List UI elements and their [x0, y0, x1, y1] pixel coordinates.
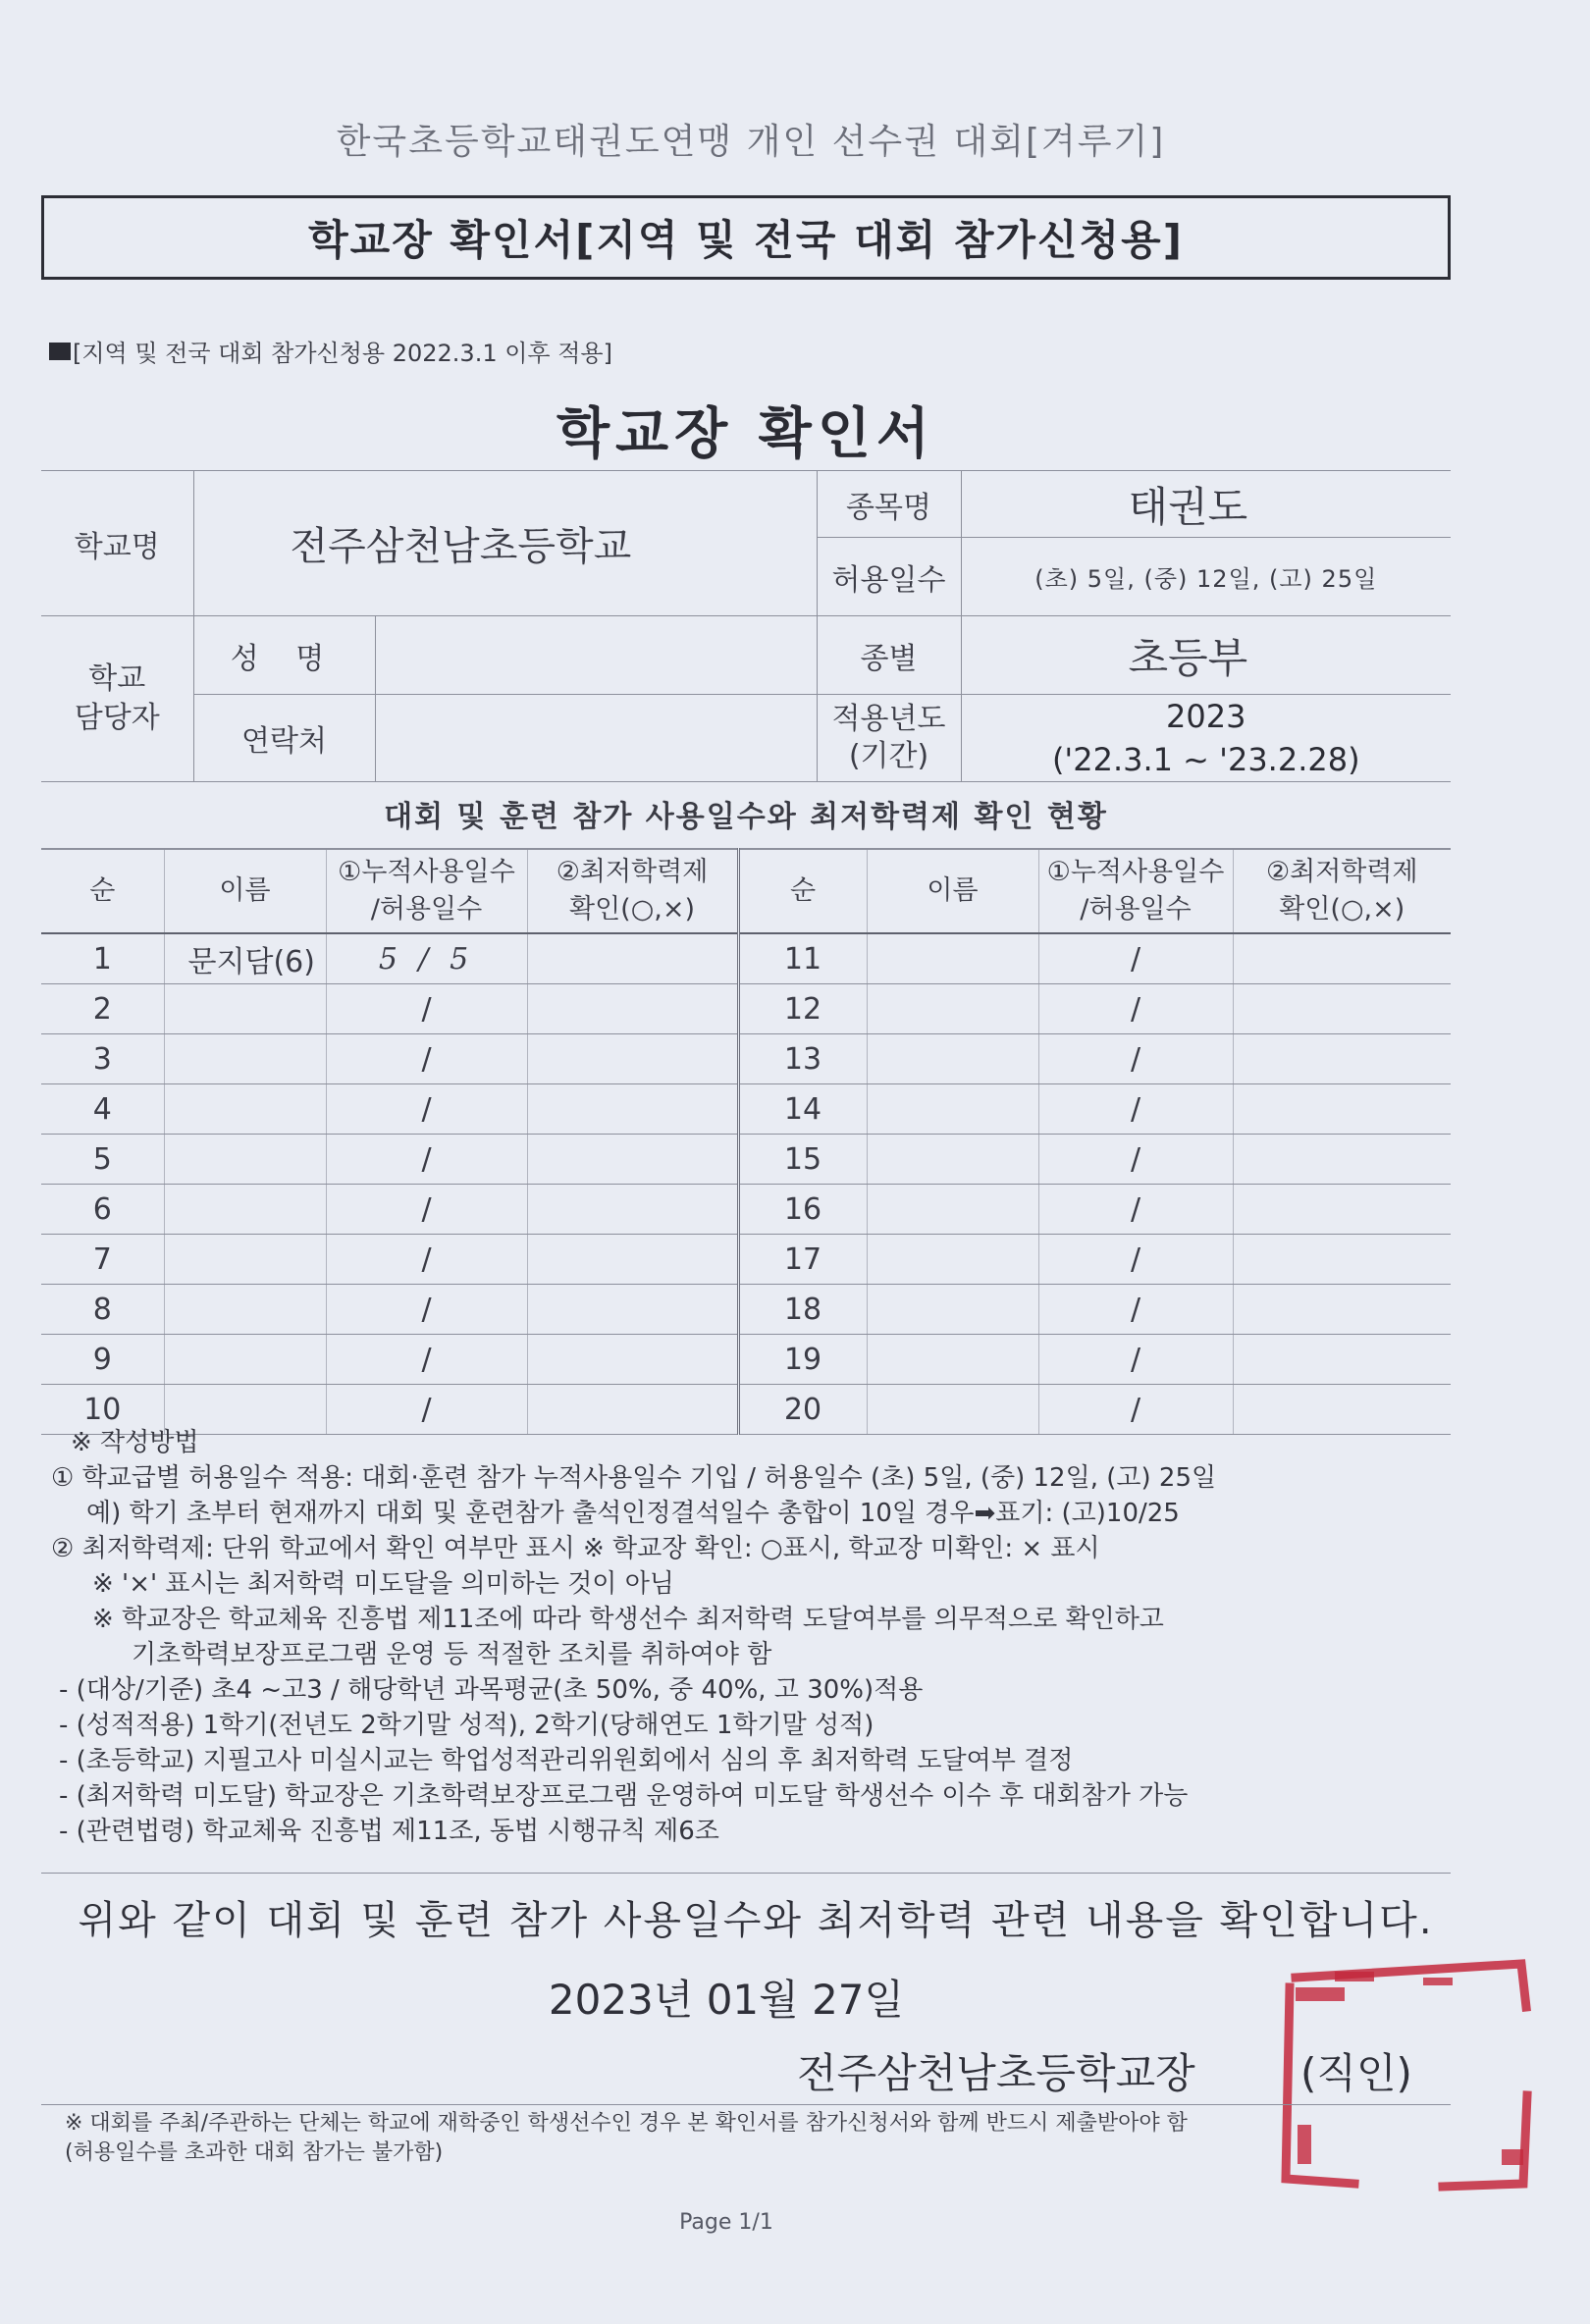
row-no: 10: [41, 1385, 164, 1435]
row-name[interactable]: [164, 1084, 326, 1135]
row-check[interactable]: [1233, 1034, 1451, 1084]
row-name[interactable]: [867, 1034, 1038, 1084]
seal-label: (직인): [1300, 2049, 1412, 2097]
allowed-days-value: (초) 5일, (중) 12일, (고) 25일: [961, 538, 1451, 616]
box-title: 학교장 확인서[지역 및 전국 대회 참가신청용]: [41, 195, 1451, 280]
col-name-header: 이름: [867, 849, 1038, 933]
row-name[interactable]: [164, 1285, 326, 1335]
staff-label: 학교 담당자: [41, 616, 193, 782]
school-name-field: 전주삼천남초등학교: [193, 471, 817, 616]
row-check[interactable]: [1233, 1335, 1451, 1385]
row-days: /: [1038, 1335, 1233, 1385]
row-days: /: [326, 1285, 527, 1335]
row-days: /: [1038, 1235, 1233, 1285]
row-no: 17: [738, 1235, 867, 1285]
row-name[interactable]: [867, 1135, 1038, 1185]
method-line: ① 학교급별 허용일수 적용: 대회·훈련 참가 누적사용일수 기입 / 허용일수 (초) 5일, (중) 12일, (고) 25일: [51, 1463, 1217, 1493]
row-check[interactable]: [527, 1084, 738, 1135]
row-check[interactable]: [1233, 1135, 1451, 1185]
col-no-header: 순: [41, 849, 164, 933]
row-check[interactable]: [1233, 1084, 1451, 1135]
row-days: /: [326, 1335, 527, 1385]
col-name-header: 이름: [164, 849, 326, 933]
period-value: ('22.3.1 ~ '23.2.28): [1051, 741, 1360, 778]
division-value: 초등부: [961, 616, 1451, 695]
row-days: /: [326, 1235, 527, 1285]
row-no: 8: [41, 1285, 164, 1335]
row-check[interactable]: [1233, 1185, 1451, 1235]
row-name[interactable]: [164, 1335, 326, 1385]
issue-date: 2023년 01월 27일: [548, 1976, 905, 2024]
row-no: 5: [41, 1135, 164, 1185]
row-name[interactable]: [867, 1235, 1038, 1285]
footnote: ※ 대회를 주최/주관하는 단체는 학교에 재학중인 학생선수인 경우 본 확인서를 참가신청서와 함께 반드시 제출받아야 함 (허용일수를 초과한 대회 참가는 불가함): [65, 2111, 1188, 2165]
application-notice: [49, 334, 612, 368]
row-no: 12: [738, 984, 867, 1034]
method-line: - (관련법령) 학교체육 진흥법 제11조, 동법 시행규칙 제6조: [59, 1817, 719, 1846]
col-days-header: ①누적사용일수 /허용일수: [326, 849, 527, 933]
row-days: /: [1038, 1034, 1233, 1084]
staff-name-label: 성 명: [193, 616, 375, 695]
row-check[interactable]: [527, 1285, 738, 1335]
row-days: /: [326, 1084, 527, 1135]
row-check[interactable]: [527, 1135, 738, 1185]
method-line: - (최저학력 미도달) 학교장은 기초학력보장프로그램 운영하여 미도달 학생선수 이수 후 대회참가 가능: [59, 1781, 1189, 1811]
row-check[interactable]: [527, 984, 738, 1034]
row-days: /: [1038, 933, 1233, 984]
table-row: [41, 1185, 1451, 1235]
method-line: 기초학력보장프로그램 운영 등 적절한 조치를 취하여야 함: [132, 1640, 772, 1669]
row-days: /: [326, 1135, 527, 1185]
row-no: 4: [41, 1084, 164, 1135]
year-label: 적용년도 (기간): [817, 695, 961, 782]
square-bullet-icon: [49, 343, 71, 360]
row-check[interactable]: [1233, 984, 1451, 1034]
stamp-mark: [1296, 1987, 1345, 2001]
row-name[interactable]: [867, 1285, 1038, 1335]
row-days: /: [326, 984, 527, 1034]
method-line: ② 최저학력제: 단위 학교에서 확인 여부만 표시 ※ 학교장 확인: ○표시, 학교장 미확인: × 표시: [51, 1534, 1100, 1563]
stamp-mark: [1335, 1972, 1374, 1981]
stamp-mark: [1423, 1978, 1453, 1985]
row-days: /: [326, 1185, 527, 1235]
staff-contact-label: 연락처: [193, 695, 375, 782]
method-line: ※ 학교장은 학교체육 진흥법 제11조에 따라 학생선수 최저학력 도달여부를 의무적으로 확인하고: [92, 1605, 1164, 1634]
row-check[interactable]: [527, 1034, 738, 1084]
year-cell: [961, 695, 1451, 782]
table-row: [41, 1034, 1451, 1084]
table-row: [41, 1135, 1451, 1185]
division-label: 종별: [817, 616, 961, 695]
divider: [41, 1873, 1451, 1874]
row-days: /: [1038, 984, 1233, 1034]
row-check[interactable]: [1233, 933, 1451, 984]
row-no: 14: [738, 1084, 867, 1135]
row-days: /: [1038, 1084, 1233, 1135]
row-check[interactable]: [527, 1335, 738, 1385]
row-no: 7: [41, 1235, 164, 1285]
col-check-header: ②최저학력제 확인(○,×): [527, 849, 738, 933]
staff-contact-field[interactable]: [375, 695, 817, 782]
staff-name-field[interactable]: [375, 616, 817, 695]
row-name[interactable]: [867, 933, 1038, 984]
table-header-row: [41, 849, 1451, 933]
divider: [41, 2104, 1451, 2105]
info-table: [41, 470, 1451, 782]
event-value: 태권도: [961, 471, 1451, 538]
row-name[interactable]: [867, 1084, 1038, 1135]
table-row: [41, 1285, 1451, 1335]
league-title: 한국초등학교태권도연맹 개인 선수권 대회[겨루기]: [336, 122, 1166, 162]
table-row: [41, 1235, 1451, 1285]
row-days: /: [1038, 1135, 1233, 1185]
row-no: 11: [738, 933, 867, 984]
row-name[interactable]: [867, 1185, 1038, 1235]
row-check[interactable]: [527, 1235, 738, 1285]
row-no: 9: [41, 1335, 164, 1385]
row-check[interactable]: [1233, 1285, 1451, 1335]
page-number: Page 1/1: [679, 2210, 773, 2235]
row-no: 1: [41, 933, 164, 984]
table-row: [41, 1084, 1451, 1135]
row-no: 3: [41, 1034, 164, 1084]
row-no: 19: [738, 1335, 867, 1385]
row-check[interactable]: [527, 933, 738, 984]
row-name[interactable]: [164, 1185, 326, 1235]
row-no: 15: [738, 1135, 867, 1185]
row-no: 6: [41, 1185, 164, 1235]
method-heading: ※ 작성방법: [71, 1428, 199, 1457]
stamp-mark: [1502, 2149, 1523, 2165]
row-no: 16: [738, 1185, 867, 1235]
confirmation-statement: 위와 같이 대회 및 훈련 참가 사용일수와 최저학력 관련 내용을 확인합니다.: [78, 1898, 1434, 1943]
notice-text: [지역 및 전국 대회 참가신청용 2022.3.1 이후 적용]: [73, 340, 612, 367]
stamp-border-right: [1443, 2095, 1527, 2187]
row-days: /: [326, 1385, 527, 1435]
row-name: 문지담(6): [164, 933, 326, 984]
table-row: [41, 1335, 1451, 1385]
method-line: 예) 학기 초부터 현재까지 대회 및 훈련참가 출석인정결석일수 총합이 10일 경우➡표기: (고)10/25: [86, 1499, 1180, 1528]
method-line: - (초등학교) 지필고사 미실시교는 학업성적관리위원회에서 심의 후 최저학력 도달여부 결정: [59, 1746, 1074, 1775]
table-subtitle: 대회 및 훈련 참가 사용일수와 최저학력제 확인 현황: [384, 800, 1108, 834]
row-name[interactable]: [867, 984, 1038, 1034]
row-name[interactable]: [164, 1135, 326, 1185]
table-row: [41, 984, 1451, 1034]
principal-name: 전주삼천남초등학교장: [797, 2049, 1195, 2097]
row-check[interactable]: [527, 1185, 738, 1235]
row-days-handwritten: 5 / 5: [326, 933, 527, 984]
method-line: ※ '×' 표시는 최저학력 미도달을 의미하는 것이 아님: [92, 1569, 674, 1599]
row-check[interactable]: [1233, 1235, 1451, 1285]
row-no: 2: [41, 984, 164, 1034]
row-name[interactable]: [164, 984, 326, 1034]
method-line: - (대상/기준) 초4 ~고3 / 해당학년 과목평균(초 50%, 중 40%, 고 30%)적용: [59, 1675, 924, 1705]
school-label: 학교명: [41, 471, 193, 616]
row-days: /: [1038, 1385, 1233, 1435]
row-no: 13: [738, 1034, 867, 1084]
table-row: [41, 933, 1451, 984]
col-no-header: 순: [738, 849, 867, 933]
row-name[interactable]: [164, 1235, 326, 1285]
row-name[interactable]: [867, 1335, 1038, 1385]
col-check-header: ②최저학력제 확인(○,×): [1233, 849, 1451, 933]
writing-method: [51, 1425, 1464, 1849]
row-days: /: [1038, 1185, 1233, 1235]
row-no: 20: [738, 1385, 867, 1435]
row-days: /: [326, 1034, 527, 1084]
allowed-days-label: 허용일수: [817, 538, 961, 616]
method-line: - (성적적용) 1학기(전년도 2학기말 성적), 2학기(당해연도 1학기말 성적): [59, 1711, 874, 1740]
event-label: 종목명: [817, 471, 961, 538]
page-title: 학교장 확인서: [556, 402, 936, 466]
col-days-header: ①누적사용일수 /허용일수: [1038, 849, 1233, 933]
row-name[interactable]: [164, 1034, 326, 1084]
year-value: 2023: [1166, 698, 1246, 735]
participants-table: [41, 848, 1451, 1435]
row-no: 18: [738, 1285, 867, 1335]
row-days: /: [1038, 1285, 1233, 1335]
